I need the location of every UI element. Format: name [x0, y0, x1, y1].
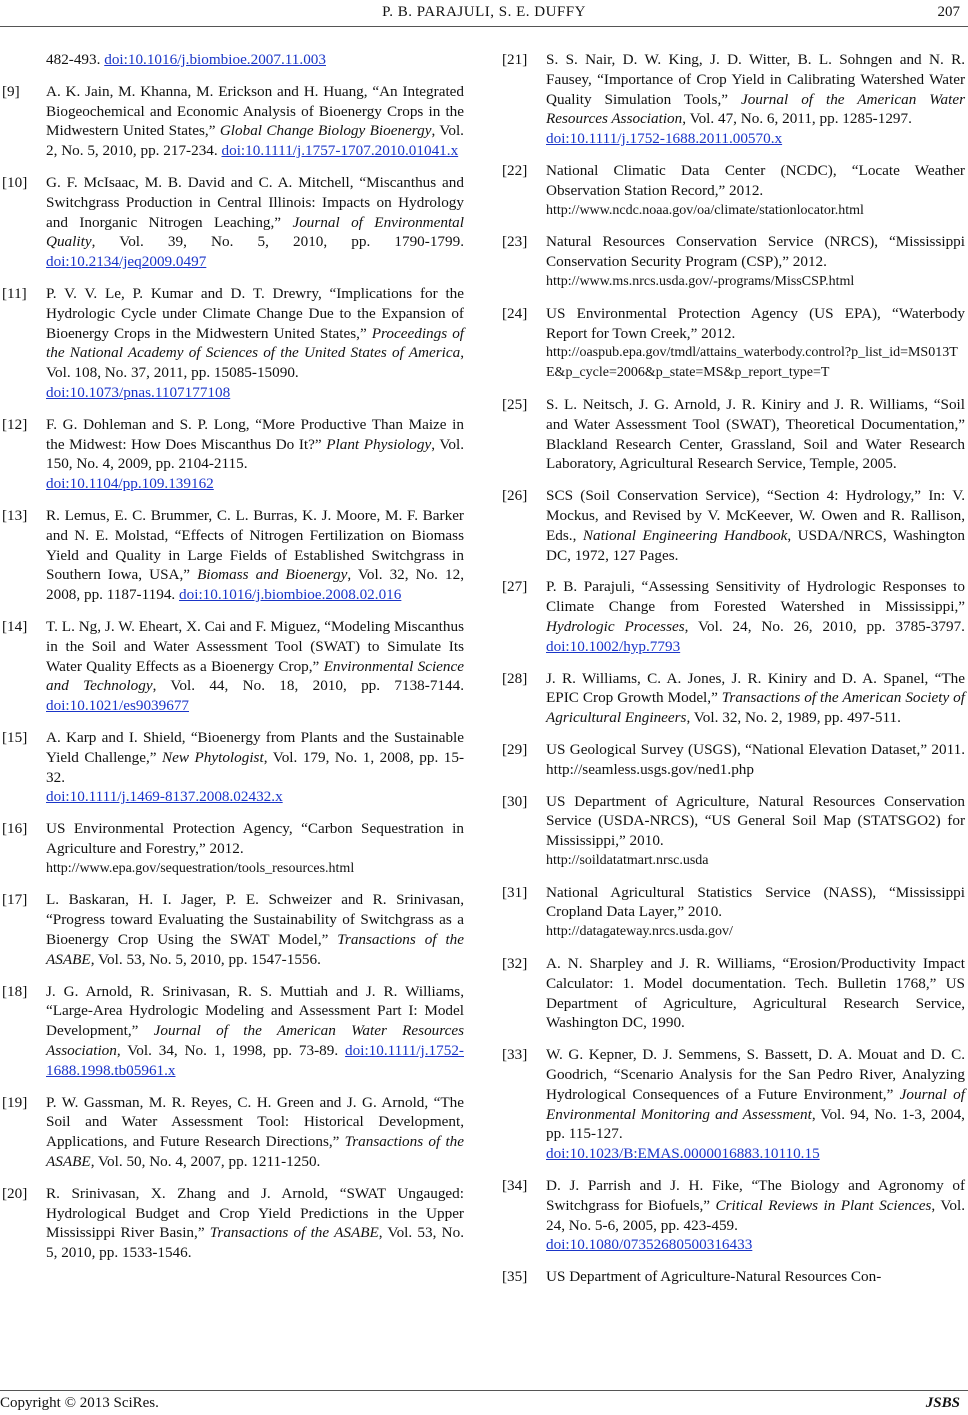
- reference-citation: A. K. Jain, M. Khanna, M. Erickson and H. Huang, “An Integrated Biogeochemical and Economic Analysis of Bioenergy Crops in the Midwestern United States,”: [46, 82, 464, 140]
- reference-number: [9]: [2, 82, 20, 100]
- reference-text: [546, 740, 965, 780]
- reference-text: [546, 161, 965, 220]
- reference-citation: 482-493.: [46, 51, 105, 68]
- doi-line: [46, 383, 464, 403]
- reference-source-title: Critical Reviews in Plant Sciences: [715, 1196, 932, 1214]
- reference-citation: SCS (Soil Conservation Service), “Section 4: Hydrology,” In: V. Mockus, and Revised by V. McKeever, W. Owen and R. Rallison, Eds.,: [546, 487, 965, 544]
- reference-text: [46, 617, 464, 716]
- reference-text: [546, 232, 965, 291]
- reference-url[interactable]: http://datagateway.nrcs.usda.gov/: [546, 924, 733, 940]
- reference-text: [546, 792, 965, 871]
- reference-details: , Vol. 179, No. 1, 2008, pp. 15-32.: [46, 748, 465, 786]
- reference-citation: P. B. Parajuli, “Assessing Sensitivity of Hydrologic Responses to Climate Change from Forested Watershed in Mississippi,”: [546, 578, 965, 616]
- reference-source-title: New Phytologist: [162, 748, 264, 766]
- reference-number: [33]: [502, 1046, 528, 1064]
- reference-citation: W. G. Kepner, D. J. Semmens, S. Bassett, D. A. Mouat and D. C. Goodrich, “Scenario Analysis for the San Pedro River, Analyzing Hydrological Consequences of a Future Environment,”: [546, 1046, 965, 1103]
- reference-entry: [2, 173, 464, 272]
- doi-link[interactable]: doi:10.1104/pp.109.139162: [46, 475, 214, 493]
- reference-text: [546, 395, 965, 474]
- reference-entry: [502, 669, 965, 728]
- reference-source-title: Global Change Biology Bioenergy: [219, 122, 432, 140]
- reference-source-title: Hydrologic Processes: [546, 617, 685, 635]
- reference-number: [22]: [502, 161, 528, 179]
- doi-link[interactable]: doi:10.1080/07352680500316433: [546, 1236, 753, 1254]
- reference-text: [546, 669, 965, 728]
- reference-text: [546, 1045, 965, 1164]
- reference-source-title: Proceedings of the National Academy of Sciences of the United States of America: [46, 324, 465, 362]
- reference-entry: [2, 982, 464, 1081]
- reference-citation: J. G. Arnold, R. Srinivasan, R. S. Muttiah and J. R. Williams, “Large-Area Hydrologic Modeling and Assessment Part I: Model Development,”: [46, 982, 464, 1040]
- reference-number: [13]: [2, 506, 28, 524]
- journal-abbreviation: JSBS: [925, 1395, 960, 1411]
- reference-citation: A. N. Sharpley and J. R. Williams, “Erosion/Productivity Impact Calculator: 1. Model documentation. Tech. Bulletin 1768,” US Department of Agriculture, Agricultural Research Service, Washington DC, 1990.: [546, 955, 965, 1032]
- reference-entry: [502, 577, 965, 656]
- reference-number: [2, 50, 46, 70]
- reference-source-title: Biomass and Bioenergy: [197, 566, 348, 584]
- reference-details: , Vol. 34, No. 1, 1998, pp. 73-89.: [116, 1042, 346, 1060]
- reference-number: [30]: [502, 792, 528, 810]
- reference-text: [46, 173, 464, 272]
- reference-citation: R. Lemus, E. C. Brummer, C. L. Burras, K. J. Moore, M. F. Barker and N. E. Molstad, “Effects of Nitrogen Fertilization on Biomass Yield and Quality in Large Fields of Established Switchgrass in Southern Iowa, USA,”: [46, 506, 464, 584]
- reference-citation: National Agricultural Statistics Service (NASS), “Mississippi Cropland Data Layer,” 2010.: [546, 883, 965, 921]
- doi-link[interactable]: doi:10.1023/B:EMAS.0000016883.10110.15: [546, 1145, 820, 1163]
- reference-source-title: Transactions of the ASABE: [46, 931, 464, 968]
- reference-text: [546, 577, 965, 656]
- reference-text: [46, 1093, 464, 1172]
- reference-entry: [502, 50, 965, 149]
- reference-source-title: Journal of the American Water Resources Association: [546, 90, 966, 128]
- reference-number: [10]: [2, 173, 28, 191]
- copyright-notice: Copyright © 2013 SciRes.: [0, 1395, 159, 1411]
- reference-entry: [502, 161, 965, 220]
- reference-entry: [502, 954, 965, 1033]
- reference-number: [24]: [502, 304, 528, 322]
- reference-number: [31]: [502, 883, 528, 901]
- references-right-column: [502, 50, 965, 1299]
- reference-entry: [2, 890, 464, 969]
- reference-citation: US Department of Agriculture-Natural Resources Con-: [546, 1268, 882, 1286]
- reference-text: [46, 82, 464, 161]
- reference-text: [46, 415, 464, 494]
- reference-url[interactable]: http://oaspub.epa.gov/tmdl/attains_waterbody.control?p_list_id=MS013TE&p_cycle=2006&p_state=MS&p_report_type=T: [546, 345, 958, 381]
- reference-source-title: Transactions of the ASABE: [209, 1224, 379, 1242]
- reference-url[interactable]: http://www.epa.gov/sequestration/tools_resources.html: [46, 860, 355, 876]
- reference-number: [12]: [2, 415, 28, 433]
- reference-url[interactable]: http://www.ms.nrcs.usda.gov/-programs/MissCSP.html: [546, 273, 855, 289]
- reference-url[interactable]: http://www.ncdc.noaa.gov/oa/climate/stationlocator.html: [546, 202, 864, 218]
- reference-details: , Vol. 108, No. 37, 2011, pp. 15085-15090.: [46, 344, 464, 382]
- reference-entry: [502, 792, 965, 871]
- doi-line: [546, 129, 965, 149]
- reference-entry: [502, 395, 965, 474]
- reference-text: [46, 50, 464, 70]
- reference-entry: [502, 883, 965, 942]
- reference-number: [17]: [2, 891, 28, 909]
- reference-details: , Vol. 150, No. 4, 2009, pp. 2104-2115.: [46, 435, 464, 473]
- reference-details: , Vol. 39, No. 5, 2010, pp. 1790-1799.: [91, 233, 464, 251]
- reference-citation: G. F. McIsaac, M. B. David and C. A. Mitchell, “Miscanthus and Switchgrass Production in Central Illinois: Impacts on Hydrology and Inorganic Nitrogen Leaching,”: [46, 173, 464, 231]
- reference-entry: [2, 1184, 464, 1263]
- references-left-column: [2, 50, 464, 1275]
- reference-text: [546, 304, 965, 383]
- reference-text: [546, 883, 965, 942]
- reference-citation: S. S. Nair, D. W. King, J. D. Witter, B. L. Sohngen and N. R. Fausey, “Importance of Crop Yield in Calibrating Watershed Water Quality Simulation Tools,”: [546, 51, 965, 108]
- running-title: P. B. PARAJULI, S. E. DUFFY: [382, 4, 586, 20]
- reference-source-title: Transactions of the American Society of Agricultural Engineers: [546, 689, 965, 727]
- reference-text: [46, 284, 464, 403]
- reference-details: , Vol. 24, No. 5-6, 2005, pp. 423-459.: [546, 1196, 965, 1234]
- reference-number: [26]: [502, 487, 528, 505]
- doi-link[interactable]: doi:10.1111/j.1469-8137.2008.02432.x: [46, 788, 283, 806]
- reference-text: [46, 982, 464, 1081]
- doi-link[interactable]: doi:10.1016/j.biombioe.2007.11.003: [104, 51, 326, 68]
- reference-citation: US Geological Survey (USGS), “National Elevation Dataset,” 2011. http://seamless.usgs.gov/ned1.php: [546, 740, 965, 778]
- footer-rule: [0, 1390, 968, 1391]
- reference-details: , Vol. 2, No. 5, 2010, pp. 217-234.: [46, 122, 464, 160]
- reference-entry: [2, 506, 464, 605]
- reference-citation: P. V. V. Le, P. Kumar and D. T. Drewry, “Implications for the Hydrologic Cycle under Climate Change Due to the Expansion of Bioenergy Crops in the Midwestern United States,”: [46, 284, 464, 342]
- reference-text: [546, 50, 965, 149]
- doi-line: [46, 787, 464, 807]
- reference-entry: [2, 1093, 464, 1172]
- doi-link[interactable]: doi:10.1002/hyp.7793: [546, 637, 681, 655]
- reference-citation: Natural Resources Conservation Service (NRCS), “Mississippi Conservation Security Program (CSP),” 2012.: [546, 233, 965, 271]
- doi-link[interactable]: doi:10.1111/j.1752-1688.1998.tb05961.x: [46, 1042, 464, 1079]
- reference-citation: L. Baskaran, H. I. Jager, P. E. Schweizer and R. Srinivasan, “Progress toward Evaluating the Sustainability of Switchgrass as a Bioenergy Crop Using the SWAT Model,”: [46, 891, 464, 949]
- reference-number: [16]: [2, 820, 28, 838]
- doi-link[interactable]: doi:10.2134/jeq2009.0497: [46, 253, 207, 271]
- doi-link[interactable]: doi:10.1016/j.biombioe.2008.02.016: [179, 586, 402, 604]
- doi-link[interactable]: doi:10.1073/pnas.1107177108: [46, 383, 231, 401]
- doi-line: [546, 1144, 965, 1164]
- reference-citation: T. L. Ng, J. W. Eheart, X. Cai and F. Miguez, “Modeling Miscanthus in the Soil and Water Assessment Tool (SWAT) to Simulate Its Water Quality Effects as a Bioenergy Crop,”: [46, 617, 464, 675]
- reference-citation: National Climatic Data Center (NCDC), “Locate Weather Observation Station Record,” 2012.: [546, 161, 965, 199]
- reference-entry: [2, 617, 464, 716]
- reference-entry: [2, 284, 464, 403]
- reference-number: [19]: [2, 1093, 28, 1111]
- reference-entry: [502, 1045, 965, 1164]
- reference-number: [14]: [2, 617, 28, 635]
- reference-number: [29]: [502, 740, 528, 758]
- reference-source-title: Environmental Science and Technology: [46, 657, 464, 695]
- reference-source-title: Journal of Environmental Monitoring and Assessment: [546, 1085, 965, 1123]
- reference-details: , Vol. 94, No. 1-3, 2004, pp. 115-127.: [546, 1105, 965, 1143]
- reference-number: [11]: [2, 284, 27, 302]
- reference-citation: F. G. Dohleman and S. P. Long, “More Productive Than Maize in the Midwest: How Does Miscanthus Do It?”: [46, 415, 464, 453]
- reference-entry: [502, 232, 965, 291]
- reference-details: , Vol. 53, No. 5, 2010, pp. 1533-1546.: [46, 1224, 464, 1262]
- reference-text: [546, 1267, 965, 1287]
- reference-number: [21]: [502, 51, 528, 68]
- reference-citation: A. Karp and I. Shield, “Bioenergy from Plants and the Sustainable Yield Challenge,”: [46, 728, 464, 766]
- reference-citation: R. Srinivasan, X. Zhang and J. Arnold, “SWAT Ungauged: Hydrological Budget and Crop Yield Predictions in the Upper Mississippi River Basin,”: [46, 1184, 464, 1242]
- reference-number: [20]: [2, 1184, 28, 1202]
- reference-entry: [502, 304, 965, 383]
- reference-source-title: Transactions of the ASABE: [46, 1133, 464, 1171]
- doi-line: [46, 474, 464, 494]
- reference-number: [15]: [2, 728, 28, 746]
- reference-text: [546, 954, 965, 1033]
- reference-text: [46, 819, 464, 878]
- reference-url[interactable]: http://soildatatmart.nrsc.usda: [546, 852, 709, 868]
- reference-text: [46, 728, 464, 807]
- reference-entry: [502, 1176, 965, 1255]
- reference-details: , Vol. 32, No. 12, 2008, pp. 1187-1194.: [46, 566, 465, 604]
- reference-details: , Vol. 53, No. 5, 2010, pp. 1547-1556.: [90, 950, 321, 968]
- reference-source-title: National Engineering Handbook: [582, 526, 788, 544]
- reference-details: , USDA/NRCS, Washington DC, 1972, 127 Pages.: [546, 526, 966, 564]
- reference-number: [25]: [502, 395, 528, 413]
- page-number: 207: [937, 4, 960, 20]
- reference-text: [546, 1176, 965, 1255]
- reference-details: , Vol. 32, No. 2, 1989, pp. 497-511.: [686, 709, 901, 727]
- reference-text: [46, 890, 464, 969]
- reference-citation: J. R. Williams, C. A. Jones, J. R. Kiniry and D. A. Spanel, “The EPIC Crop Growth Model,”: [546, 669, 965, 707]
- reference-citation: US Environmental Protection Agency, “Carbon Sequestration in Agriculture and Forestry,” 2012.: [46, 820, 464, 857]
- reference-entry: [2, 415, 464, 494]
- doi-link[interactable]: doi:10.1021/es9039677: [46, 697, 190, 715]
- reference-entry: [2, 50, 464, 70]
- reference-number: [35]: [502, 1268, 528, 1286]
- reference-number: [34]: [502, 1177, 528, 1195]
- reference-entry: [2, 819, 464, 878]
- reference-details: , Vol. 24, No. 26, 2010, pp. 3785-3797.: [684, 617, 965, 635]
- reference-citation: D. J. Parrish and J. H. Fike, “The Biology and Agronomy of Switchgrass for Biofuels,”: [546, 1177, 965, 1214]
- reference-number: [27]: [502, 578, 528, 596]
- reference-entry: [502, 486, 965, 565]
- reference-details: , Vol. 50, No. 4, 2007, pp. 1211-1250.: [90, 1153, 321, 1171]
- reference-source-title: Journal of Environmental Quality: [46, 213, 464, 251]
- reference-text: [546, 486, 965, 565]
- doi-link[interactable]: doi:10.1111/j.1752-1688.2011.00570.x: [546, 130, 783, 148]
- reference-number: [28]: [502, 669, 528, 687]
- reference-source-title: Plant Physiology: [326, 435, 432, 453]
- reference-source-title: Journal of the American Water Resources Association: [46, 1022, 464, 1060]
- reference-citation: P. W. Gassman, M. R. Reyes, C. H. Green and J. G. Arnold, “The Soil and Water Assessment Tool: Historical Development, Applications, and Future Research Directions,”: [46, 1093, 464, 1151]
- doi-link[interactable]: doi:10.1111/j.1757-1707.2010.01041.x: [221, 142, 459, 160]
- doi-line: [546, 1235, 965, 1255]
- reference-number: [23]: [502, 233, 528, 251]
- reference-details: , Vol. 47, No. 6, 2011, pp. 1285-1297.: [682, 110, 912, 128]
- reference-entry: [502, 740, 965, 780]
- reference-number: [18]: [2, 982, 28, 1000]
- reference-text: [46, 1184, 464, 1263]
- page-header: [0, 0, 968, 26]
- reference-details: , Vol. 44, No. 18, 2010, pp. 7138-7144.: [152, 677, 464, 695]
- reference-citation: S. L. Neitsch, J. G. Arnold, J. R. Kiniry and J. R. Williams, “Soil and Water Assessment Tool (SWAT), Theoretical Documentation,” Blackland Research Center, Grassland, Soil and Water Research Laboratory, Agricultural Research Service, Temple, 2005.: [546, 395, 965, 473]
- reference-number: [32]: [502, 955, 528, 973]
- reference-entry: [502, 1267, 965, 1287]
- reference-citation: US Department of Agriculture, Natural Resources Conservation Service (USDA-NRCS), “US General Soil Map (STATSGO2) for Mississippi,” 2010.: [546, 792, 965, 850]
- reference-entry: [2, 728, 464, 807]
- reference-text: [46, 506, 464, 605]
- reference-citation: US Environmental Protection Agency (US EPA), “Waterbody Report for Town Creek,” 2012.: [546, 304, 965, 342]
- header-rule: [0, 26, 968, 27]
- reference-entry: [2, 82, 464, 161]
